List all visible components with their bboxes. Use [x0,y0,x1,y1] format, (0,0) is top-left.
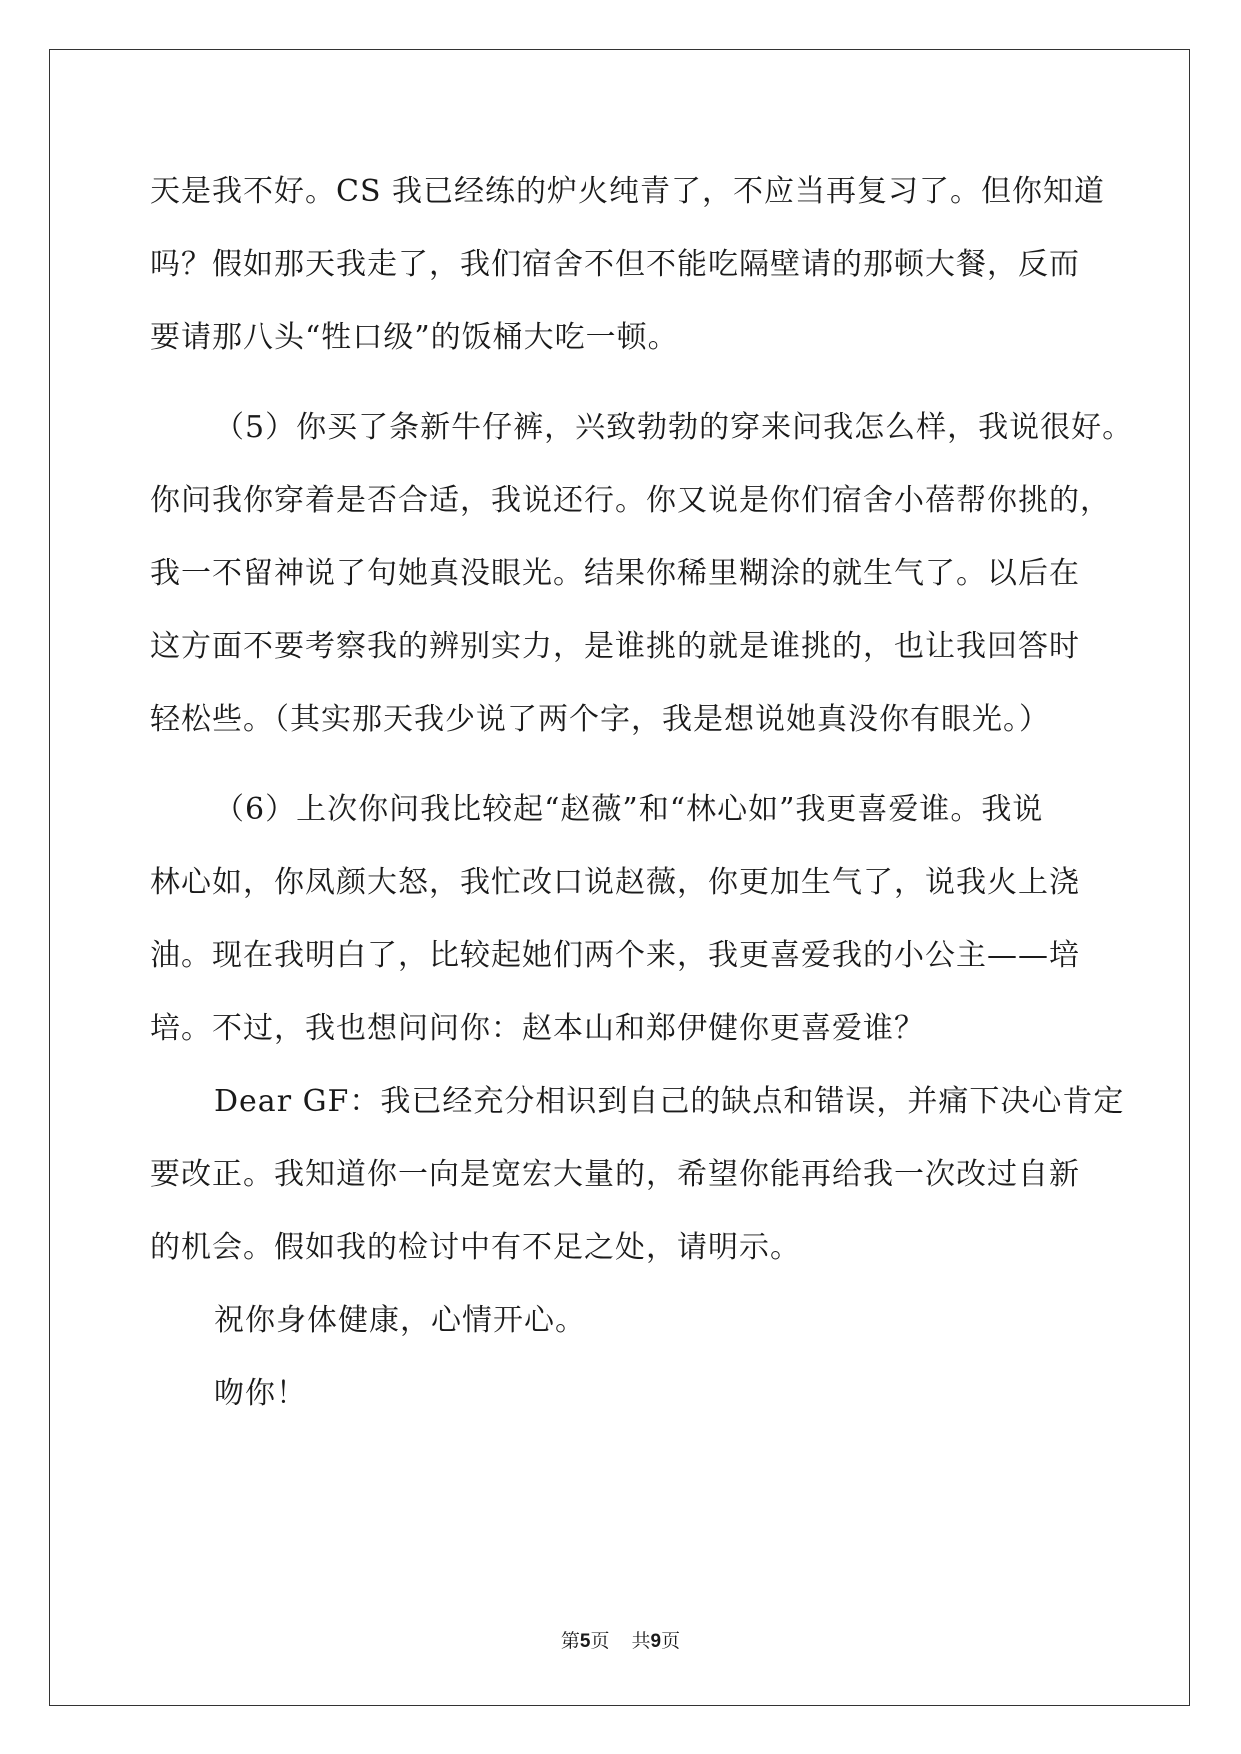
text-line: 这方面不要考察我的辨别实力，是谁挑的就是谁挑的，也让我回答时 [150,629,1080,664]
page-prefix: 第 [560,1630,580,1652]
text-line: 要改正。我知道你一向是宽宏大量的，希望你能再给我一次改过自新 [150,1157,1080,1192]
signoff-line: 吻你！ [214,1376,307,1411]
paragraph-6-start: （6）上次你问我比较起“赵薇”和“林心如”我更喜爱谁。我说 [214,792,1044,827]
wish-line: 祝你身体健康，心情开心。 [214,1303,586,1338]
total-pages: 9 [650,1631,662,1652]
closing-paragraph-start: Dear GF：我已经充分相识到自己的缺点和错误，并痛下决心肯定 [214,1084,1125,1119]
text-line: 的机会。假如我的检讨中有不足之处，请明示。 [150,1230,801,1265]
text-line: 你问我你穿着是否合适，我说还行。你又说是你们宿舍小蓓帮你挑的， [150,483,1111,518]
text-line: 油。现在我明白了，比较起她们两个来，我更喜爱我的小公主——培 [150,938,1080,973]
text-line: 天是我不好。CS 我已经练的炉火纯青了，不应当再复习了。但你知道 [150,174,1106,209]
text-line: 吗？假如那天我走了，我们宿舍不但不能吃隔壁请的那顿大餐，反而 [150,247,1080,282]
page-suffix: 页 [590,1630,610,1652]
text-line: 轻松些。（其实那天我少说了两个字，我是想说她真没你有眼光。） [150,702,1050,737]
page-footer [0,1626,1241,1653]
total-suffix: 页 [661,1630,681,1652]
document-body [150,155,1134,1430]
text-line: 要请那八头“牲口级”的饭桶大吃一顿。 [150,320,679,355]
text-line: 我一不留神说了句她真没眼光。结果你稀里糊涂的就生气了。以后在 [150,556,1080,591]
paragraph-5-start: （5）你买了条新牛仔裤，兴致勃勃的穿来问我怎么样，我说很好。 [214,410,1134,445]
text-line: 培。不过，我也想问问你：赵本山和郑伊健你更喜爱谁？ [150,1011,925,1046]
text-line: 林心如，你凤颜大怒，我忙改口说赵薇，你更加生气了，说我火上浇 [150,865,1080,900]
total-prefix: 共 [631,1630,651,1652]
page-number: 5 [579,1631,591,1652]
